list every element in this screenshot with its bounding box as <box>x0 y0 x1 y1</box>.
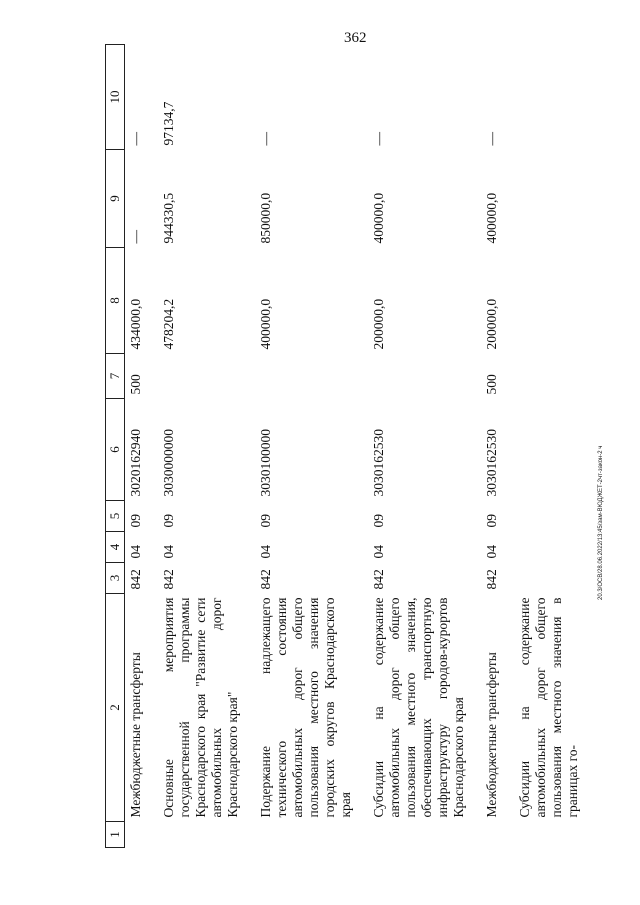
page-number: 362 <box>344 30 367 46</box>
ved-code: 842 <box>484 569 499 590</box>
table-row <box>255 45 368 848</box>
header-col-5: 5 <box>106 501 125 532</box>
header-col-4: 4 <box>106 532 125 563</box>
expense-type: 500 <box>128 374 143 395</box>
subsection-code: 09 <box>161 514 176 528</box>
table-header <box>106 45 125 848</box>
amount-col9: — <box>128 230 143 244</box>
header-col-10: 10 <box>106 45 125 150</box>
target-article: 3030162530 <box>484 429 499 497</box>
amount-col8: 478204,2 <box>161 298 176 350</box>
amount-col9: 850000,0 <box>258 192 273 244</box>
amount-col9 <box>514 150 595 248</box>
section-code <box>514 532 595 563</box>
col1-cell <box>255 822 368 848</box>
ved-code: 842 <box>371 569 386 590</box>
table-row <box>158 45 255 848</box>
section-code: 04 <box>371 545 386 559</box>
subsection-code <box>514 501 595 532</box>
col1-cell <box>125 822 159 848</box>
row-name: Подержание надлежащего технического состояния автомобильных дорог общего пользования местного значения городских округов Краснодарского края <box>258 597 353 818</box>
subsection-code: 09 <box>258 514 273 528</box>
header-row <box>106 45 125 848</box>
header-col-1: 1 <box>106 822 125 848</box>
section-code: 04 <box>161 545 176 559</box>
header-col-3: 3 <box>106 563 125 594</box>
budget-table <box>105 44 595 848</box>
footer-stamp: 20.3/ОСВ/28.06.2022/13:45/зам-ВЮДЖЕТ-2чт-закон-2 ч <box>598 445 604 600</box>
subsection-code: 09 <box>484 514 499 528</box>
row-name: Межбюджетные трансферты <box>128 652 143 818</box>
amount-col8: 200000,0 <box>484 298 499 350</box>
header-col-8: 8 <box>106 248 125 354</box>
amount-col8: 400000,0 <box>258 298 273 350</box>
amount-col10: — <box>484 132 499 146</box>
amount-col10: — <box>128 132 143 146</box>
section-code: 04 <box>484 545 499 559</box>
col1-cell <box>514 822 595 848</box>
row-name: Субсидии на содержание автомобильных дорог общего пользования местного значения, обеспечивающих транспортную инфраструктуру городов-курортов Краснодарского края <box>371 597 466 818</box>
target-article: 3030162530 <box>371 429 386 497</box>
target-article <box>514 399 595 501</box>
target-article: 3030100000 <box>258 429 273 497</box>
col1-cell <box>158 822 255 848</box>
amount-col10: 97134,7 <box>161 101 176 146</box>
subsection-code: 09 <box>128 514 143 528</box>
header-col-9: 9 <box>106 150 125 248</box>
row-name: Межбюджетные трансферты <box>484 652 499 818</box>
amount-col10: — <box>371 132 386 146</box>
expense-type: 500 <box>484 374 499 395</box>
col1-cell <box>368 822 481 848</box>
expense-type <box>368 354 481 399</box>
subsection-code: 09 <box>371 514 386 528</box>
expense-type <box>514 354 595 399</box>
amount-col9: 944330,5 <box>161 192 176 244</box>
amount-col10: — <box>258 132 273 146</box>
amount-col8 <box>514 248 595 354</box>
row-name: Субсидии на содержание автомобильных дорог общего пользования местного значения в границах го- <box>517 597 580 818</box>
ved-code: 842 <box>128 569 143 590</box>
header-col-2: 2 <box>106 594 125 822</box>
target-article: 3020162940 <box>128 429 143 497</box>
ved-code: 842 <box>258 569 273 590</box>
amount-col10 <box>514 45 595 150</box>
amount-col9: 400000,0 <box>484 192 499 244</box>
target-article: 3030000000 <box>161 429 176 497</box>
table-row <box>514 45 595 848</box>
col1-cell <box>481 822 514 848</box>
table-row <box>125 45 159 848</box>
amount-col8: 434000,0 <box>128 298 143 350</box>
ved-code: 842 <box>161 569 176 590</box>
table-row <box>481 45 514 848</box>
table-row <box>368 45 481 848</box>
header-col-7: 7 <box>106 354 125 399</box>
amount-col8: 200000,0 <box>371 298 386 350</box>
section-code: 04 <box>258 545 273 559</box>
section-code: 04 <box>128 545 143 559</box>
expense-type <box>255 354 368 399</box>
budget-table-rotated <box>105 45 580 848</box>
expense-type <box>158 354 255 399</box>
ved-code <box>514 563 595 594</box>
amount-col9: 400000,0 <box>371 192 386 244</box>
header-col-6: 6 <box>106 399 125 501</box>
row-name: Основные мероприятия государственной программы Краснодарского края "Развитие сети автомобильных дорог Краснодарского края" <box>161 597 240 818</box>
